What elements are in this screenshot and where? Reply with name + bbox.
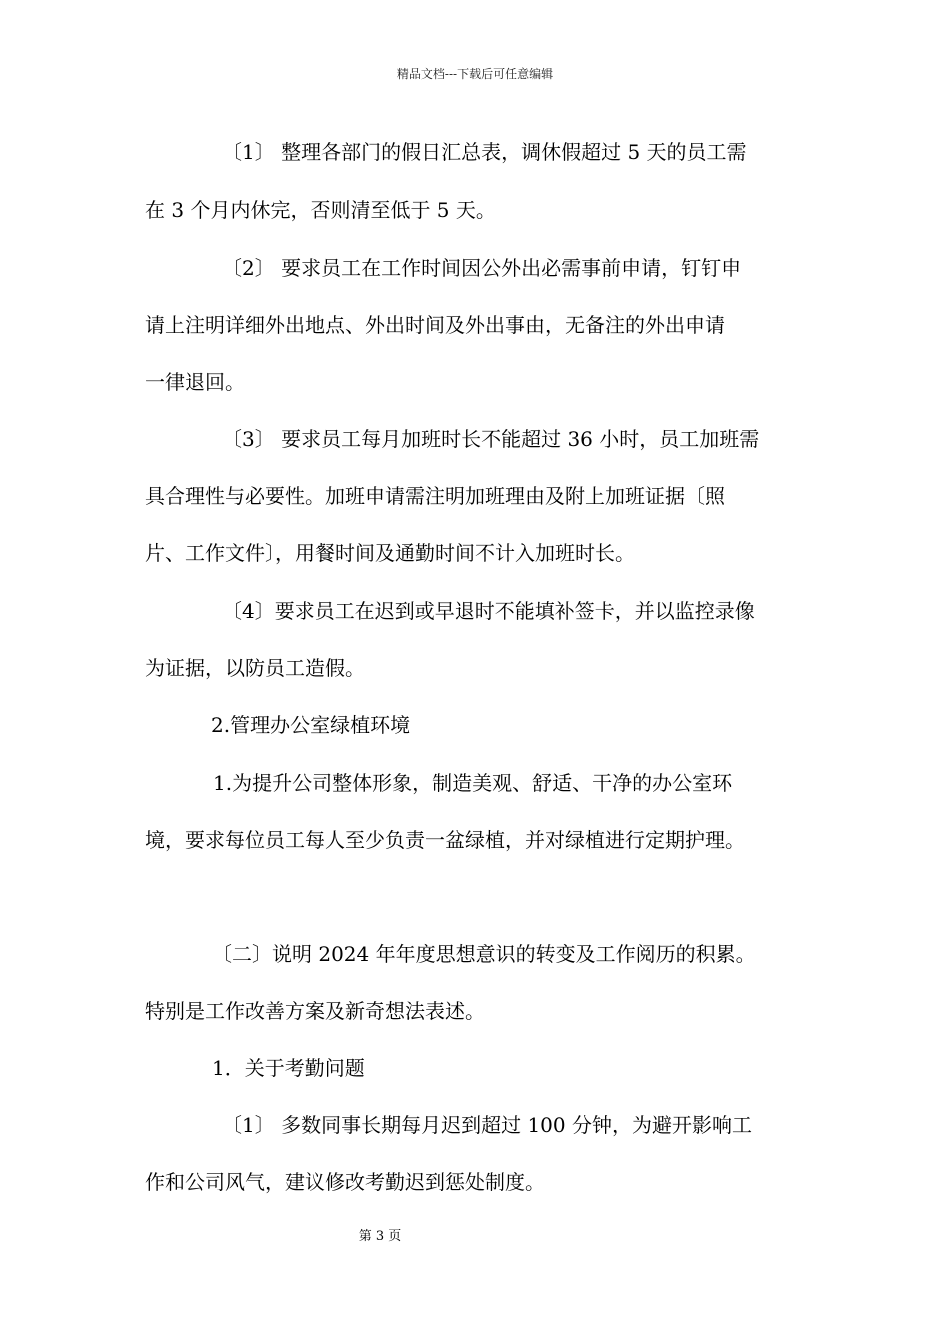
paragraph-line: 〔3〕 要求员工每月加班时长不能超过 36 小时，员工加班需: [222, 427, 760, 451]
paragraph-line: 特别是工作改善方案及新奇想法表述。: [145, 999, 485, 1023]
paragraph-line: 一律退回。: [145, 370, 245, 394]
paragraph-line: 〔2〕 要求员工在工作时间因公外出必需事前申请，钉钉申: [222, 256, 742, 280]
page-header: 精品文档---下载后可任意编辑: [396, 67, 554, 81]
paragraph-line: 请上注明详细外出地点、外出时间及外出事由，无备注的外出申请: [145, 313, 725, 337]
paragraph-line: 片、工作文件〕，用餐时间及通勤时间不计入加班时长。: [145, 541, 635, 565]
paragraph-line: 在 3 个月内休完，否则清至低于 5 天。: [145, 198, 496, 222]
paragraph-line: 〔1〕 整理各部门的假日汇总表，调休假超过 5 天的员工需: [222, 140, 747, 164]
paragraph-line: 〔1〕 多数同事长期每月迟到超过 100 分钟，为避开影响工: [222, 1113, 752, 1137]
page-number: 第 3 页: [358, 1229, 402, 1244]
paragraph-line: 〔4〕要求员工在迟到或早退时不能填补签卡，并以监控录像: [222, 599, 755, 623]
section-heading: 1．关于考勤问题: [212, 1056, 365, 1080]
paragraph-line: 境，要求每位员工每人至少负责一盆绿植，并对绿植进行定期护理。: [145, 828, 745, 852]
section-heading: 2.管理办公室绿植环境: [211, 713, 411, 737]
paragraph-line: 为证据，以防员工造假。: [145, 656, 365, 680]
section-heading: 〔二〕说明 2024 年年度思想意识的转变及工作阅历的积累。: [212, 942, 756, 966]
paragraph-line: 作和公司风气，建议修改考勤迟到惩处制度。: [145, 1170, 545, 1194]
paragraph-line: 1.为提升公司整体形象，制造美观、舒适、干净的办公室环: [213, 771, 733, 795]
paragraph-line: 具合理性与必要性。加班申请需注明加班理由及附上加班证据〔照: [145, 484, 725, 508]
